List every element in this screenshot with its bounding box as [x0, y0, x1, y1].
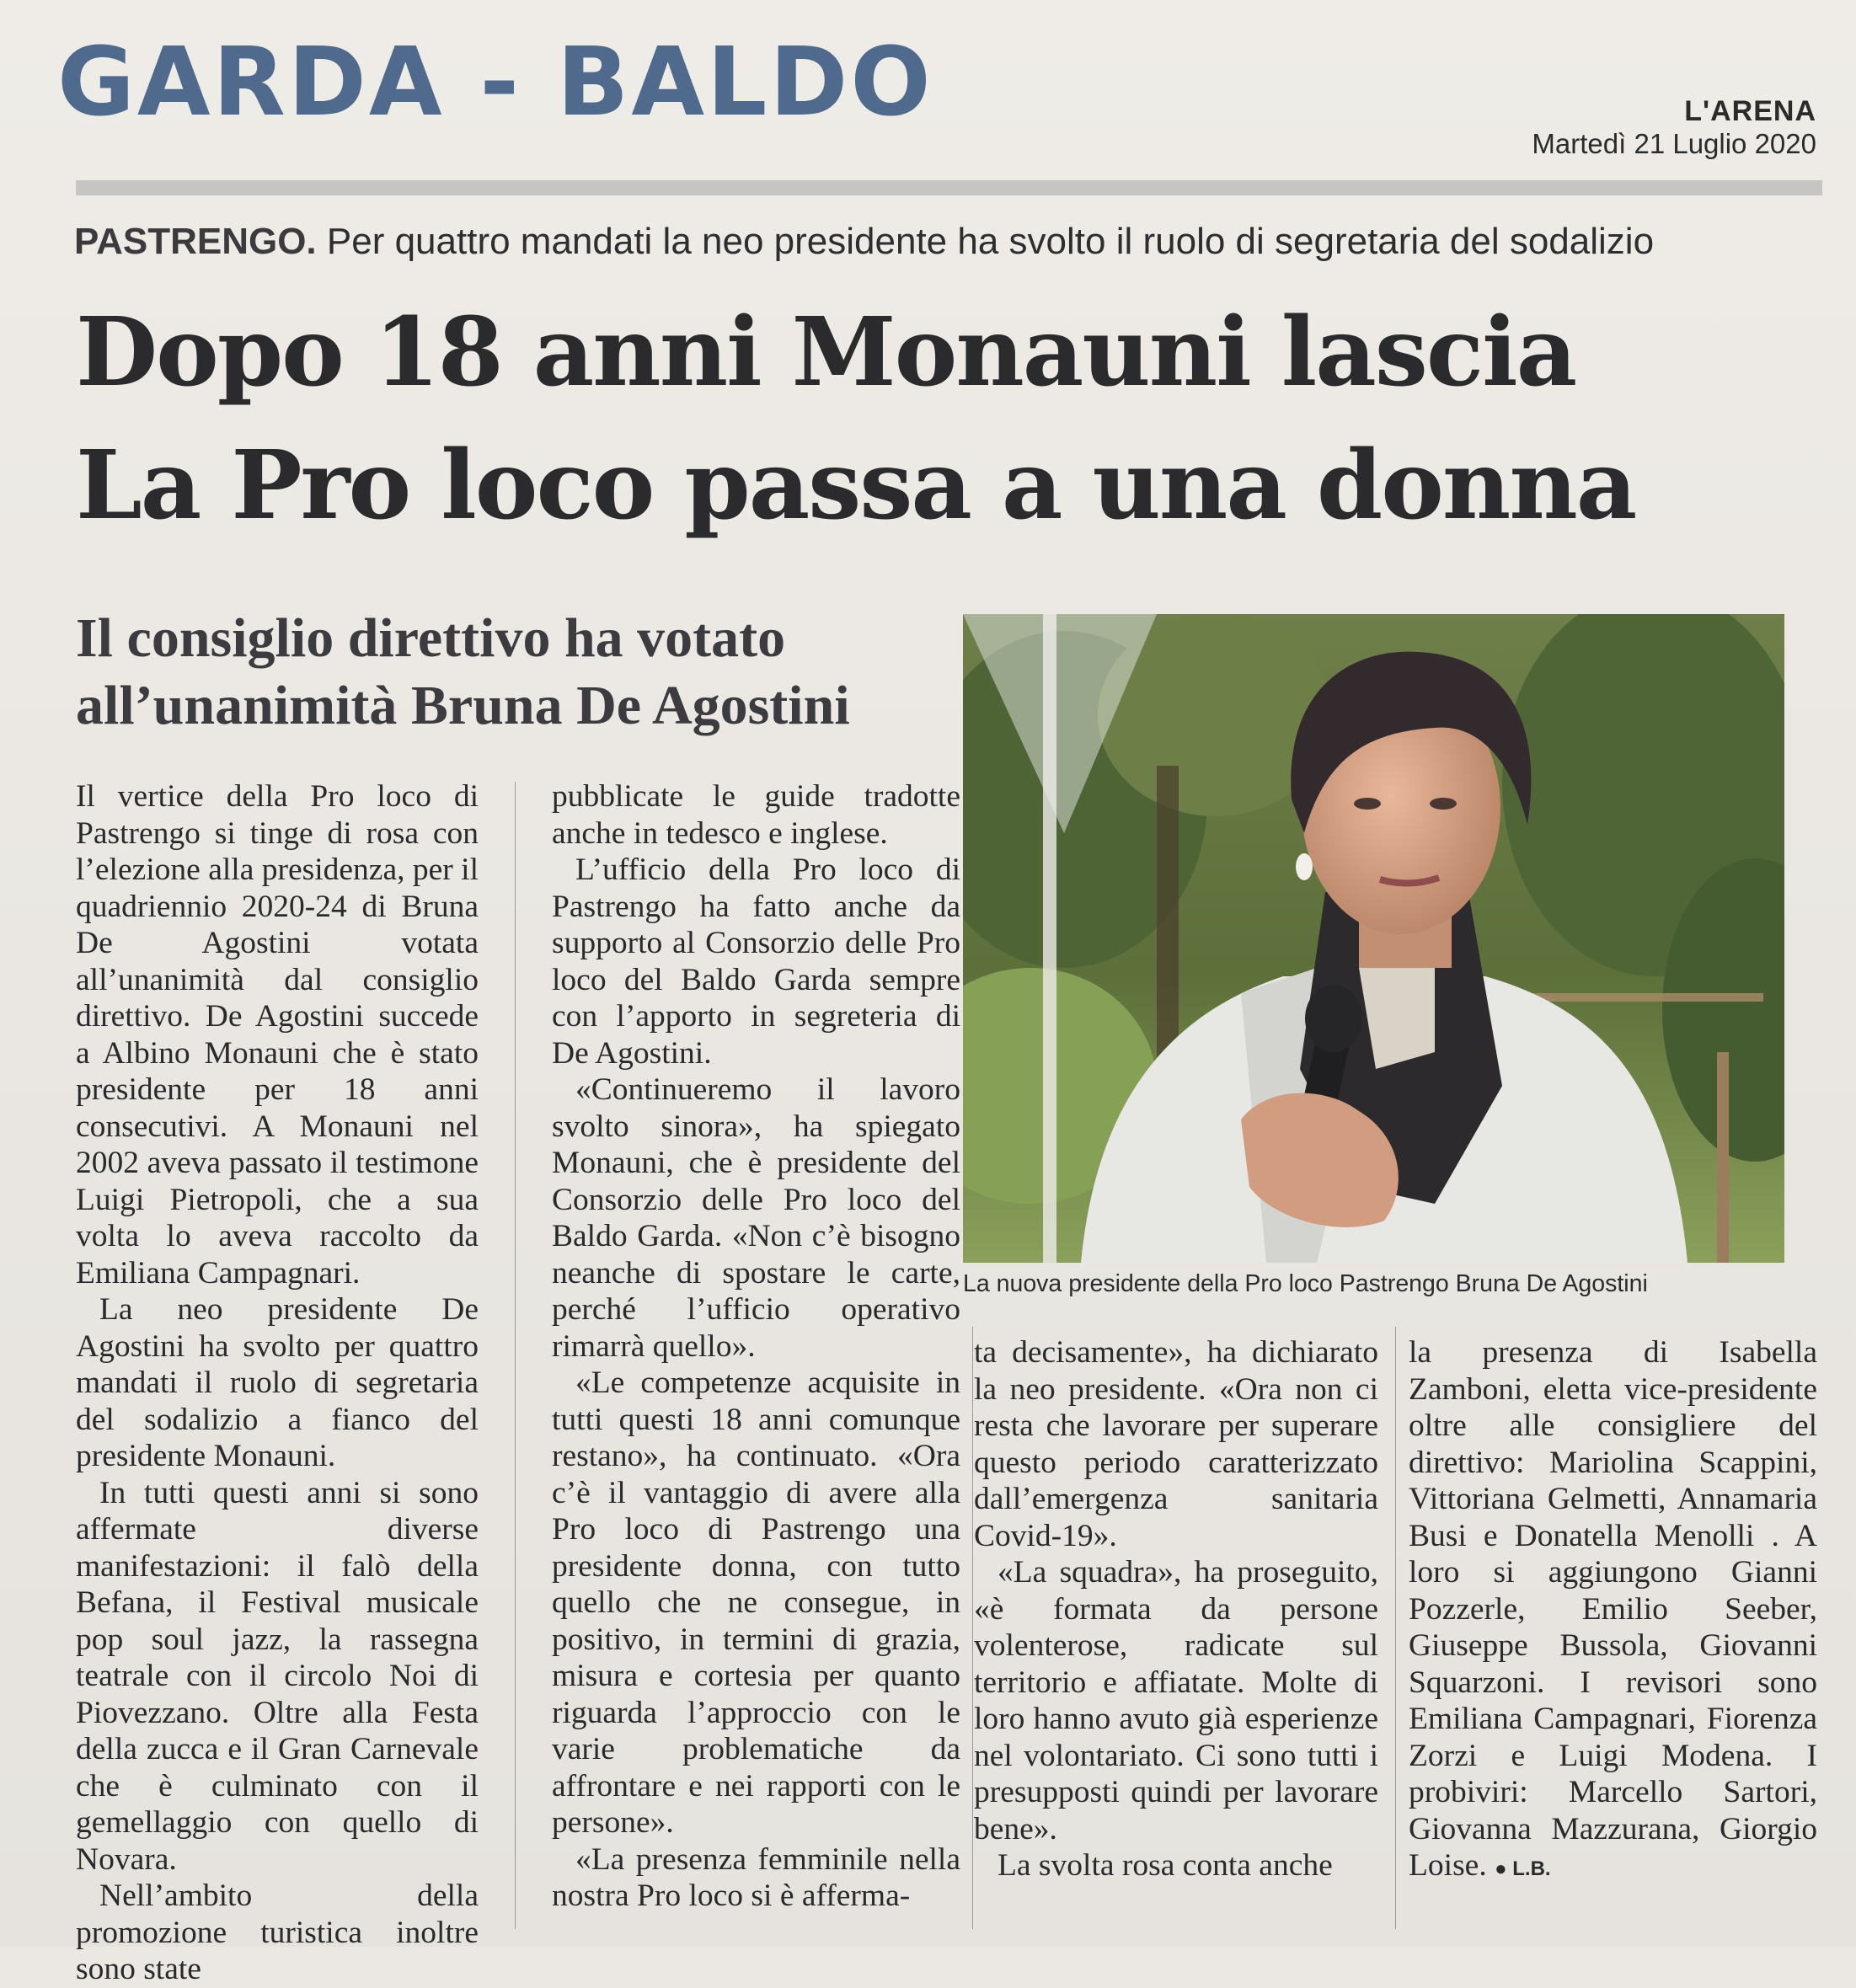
author-signature: ● L.B. — [1495, 1857, 1551, 1880]
paragraph: «Le competenze acquisite in tutti questi 18 anni comunque restano», ha continuato. «Ora c’è il vantaggio di avere alla Pro loco di Pastrengo una presidente donna, con tutto quello che ne consegue, in positivo, in termini di grazia, misura e cortesia per quanto riguarda l’approccio con le varie problematiche da affrontare e nei rapporti con le persone». — [552, 1365, 960, 1840]
article-column-2 — [552, 778, 960, 1915]
kicker — [74, 221, 1654, 263]
headline-line-2: La Pro loco passa a una donna — [76, 430, 1636, 541]
headline-line-1: Dopo 18 anni Monauni lascia — [76, 297, 1576, 408]
paragraph: Il vertice della Pro loco di Pastrengo si tinge di rosa con l’elezione alla presidenza, per il quadriennio 2020-24 di Bruna De Agostini votata all’unanimità dal consiglio direttivo. De Agostini succede a Albino Monauni che è stato presidente per 18 anni consecutivi. A Monauni nel 2002 aveva passato il testimone Luigi Pietropoli, che a sua volta lo aveva raccolto da Emiliana Campagnari. — [76, 779, 479, 1291]
publication-date: Martedì 21 Luglio 2020 — [1532, 127, 1816, 159]
paragraph: Nell’ambito della promozione turistica inoltre sono state — [76, 1878, 479, 1986]
masthead — [1532, 97, 1816, 160]
column-divider — [515, 782, 516, 1929]
paragraph — [1409, 1334, 1817, 1888]
portrait-photo — [963, 614, 1784, 1263]
article-column-3 — [974, 1334, 1378, 1884]
paragraph: «La presenza femminile nella nostra Pro loco si è afferma- — [552, 1841, 960, 1913]
subheadline-line-2: all’unanimità Bruna De Agostini — [76, 675, 850, 736]
header-rule — [76, 180, 1822, 195]
paragraph: «La squadra», ha proseguito, «è formata da persone volenterose, radicate sul territorio e affiatate. Molte di loro hanno avuto già esperienze nel volontariato. Ci sono tutti i presupposti quindi per lavorare bene». — [974, 1555, 1378, 1846]
kicker-text: Per quattro mandati la neo presidente ha svolto il ruolo di segretaria del sodalizio — [326, 221, 1655, 262]
photo-caption: La nuova presidente della Pro loco Pastrengo Bruna De Agostini — [963, 1270, 1648, 1297]
paragraph: La neo presidente De Agostini ha svolto per quattro mandati il ruolo di segretaria del sodalizio a fianco del presidente Monauni. — [76, 1292, 479, 1473]
column-divider — [972, 1327, 973, 1929]
subheadline — [76, 605, 935, 740]
paragraph-text: la presenza di Isabella Zamboni, eletta vice-presidente oltre alle consigliere del direttivo: Mariolina Scappini, Vittoriana Gelmetti, Annamaria Busi e Donatella Menolli . A loro si aggiungono Gianni Pozzerle, Emilio Seeber, Giuseppe Bussola, Giovanni Squarzoni. I revisori sono Emiliana Campagnari, Fiorenza Zorzi e Luigi Modena. I probiviri: Marcello Sartori, Giovanna Mazzurana, Giorgio Loise. — [1409, 1335, 1817, 1883]
paragraph: In tutti questi anni si sono affermate diverse manifestazioni: il falò della Befana, il Festival musicale pop soul jazz, la rassegna teatrale con il circolo Noi di Piovezzano. Oltre alla Festa della zucca e il Gran Carnevale che è culminato con il gemellaggio con quello di Novara. — [76, 1475, 479, 1877]
section-title: GARDA - BALDO — [57, 28, 933, 137]
paragraph: ta decisamente», ha dichiarato la neo presidente. «Ora non ci resta che lavorare per superare questo periodo caratterizzato dall’emergenza sanitaria Covid-19». — [974, 1335, 1378, 1553]
kicker-place: PASTRENGO. — [74, 221, 317, 262]
headline — [76, 286, 1845, 553]
subheadline-line-1: Il consiglio direttivo ha votato — [76, 607, 786, 669]
paragraph: La svolta rosa conta anche — [998, 1848, 1333, 1883]
paragraph: L’ufficio della Pro loco di Pastrengo ha fatto anche da supporto al Consorzio delle Pro loco del Baldo Garda sempre con l’apporto in segreteria di De Agostini. — [552, 852, 960, 1071]
column-divider — [1395, 1327, 1396, 1929]
article-column-4 — [1409, 1334, 1817, 1888]
newspaper-name: L'ARENA — [1684, 95, 1816, 127]
article-column-1 — [76, 778, 479, 1988]
paragraph: pubblicate le guide tradotte anche in tedesco e inglese. — [552, 779, 960, 851]
paragraph: «Continueremo il lavoro svolto sinora», ha spiegato Monauni, che è presidente del Consorzio delle Pro loco del Baldo Garda. «Non c’è bisogno neanche di spostare le carte, perché l’ufficio operativo rimarrà quello». — [552, 1072, 960, 1364]
